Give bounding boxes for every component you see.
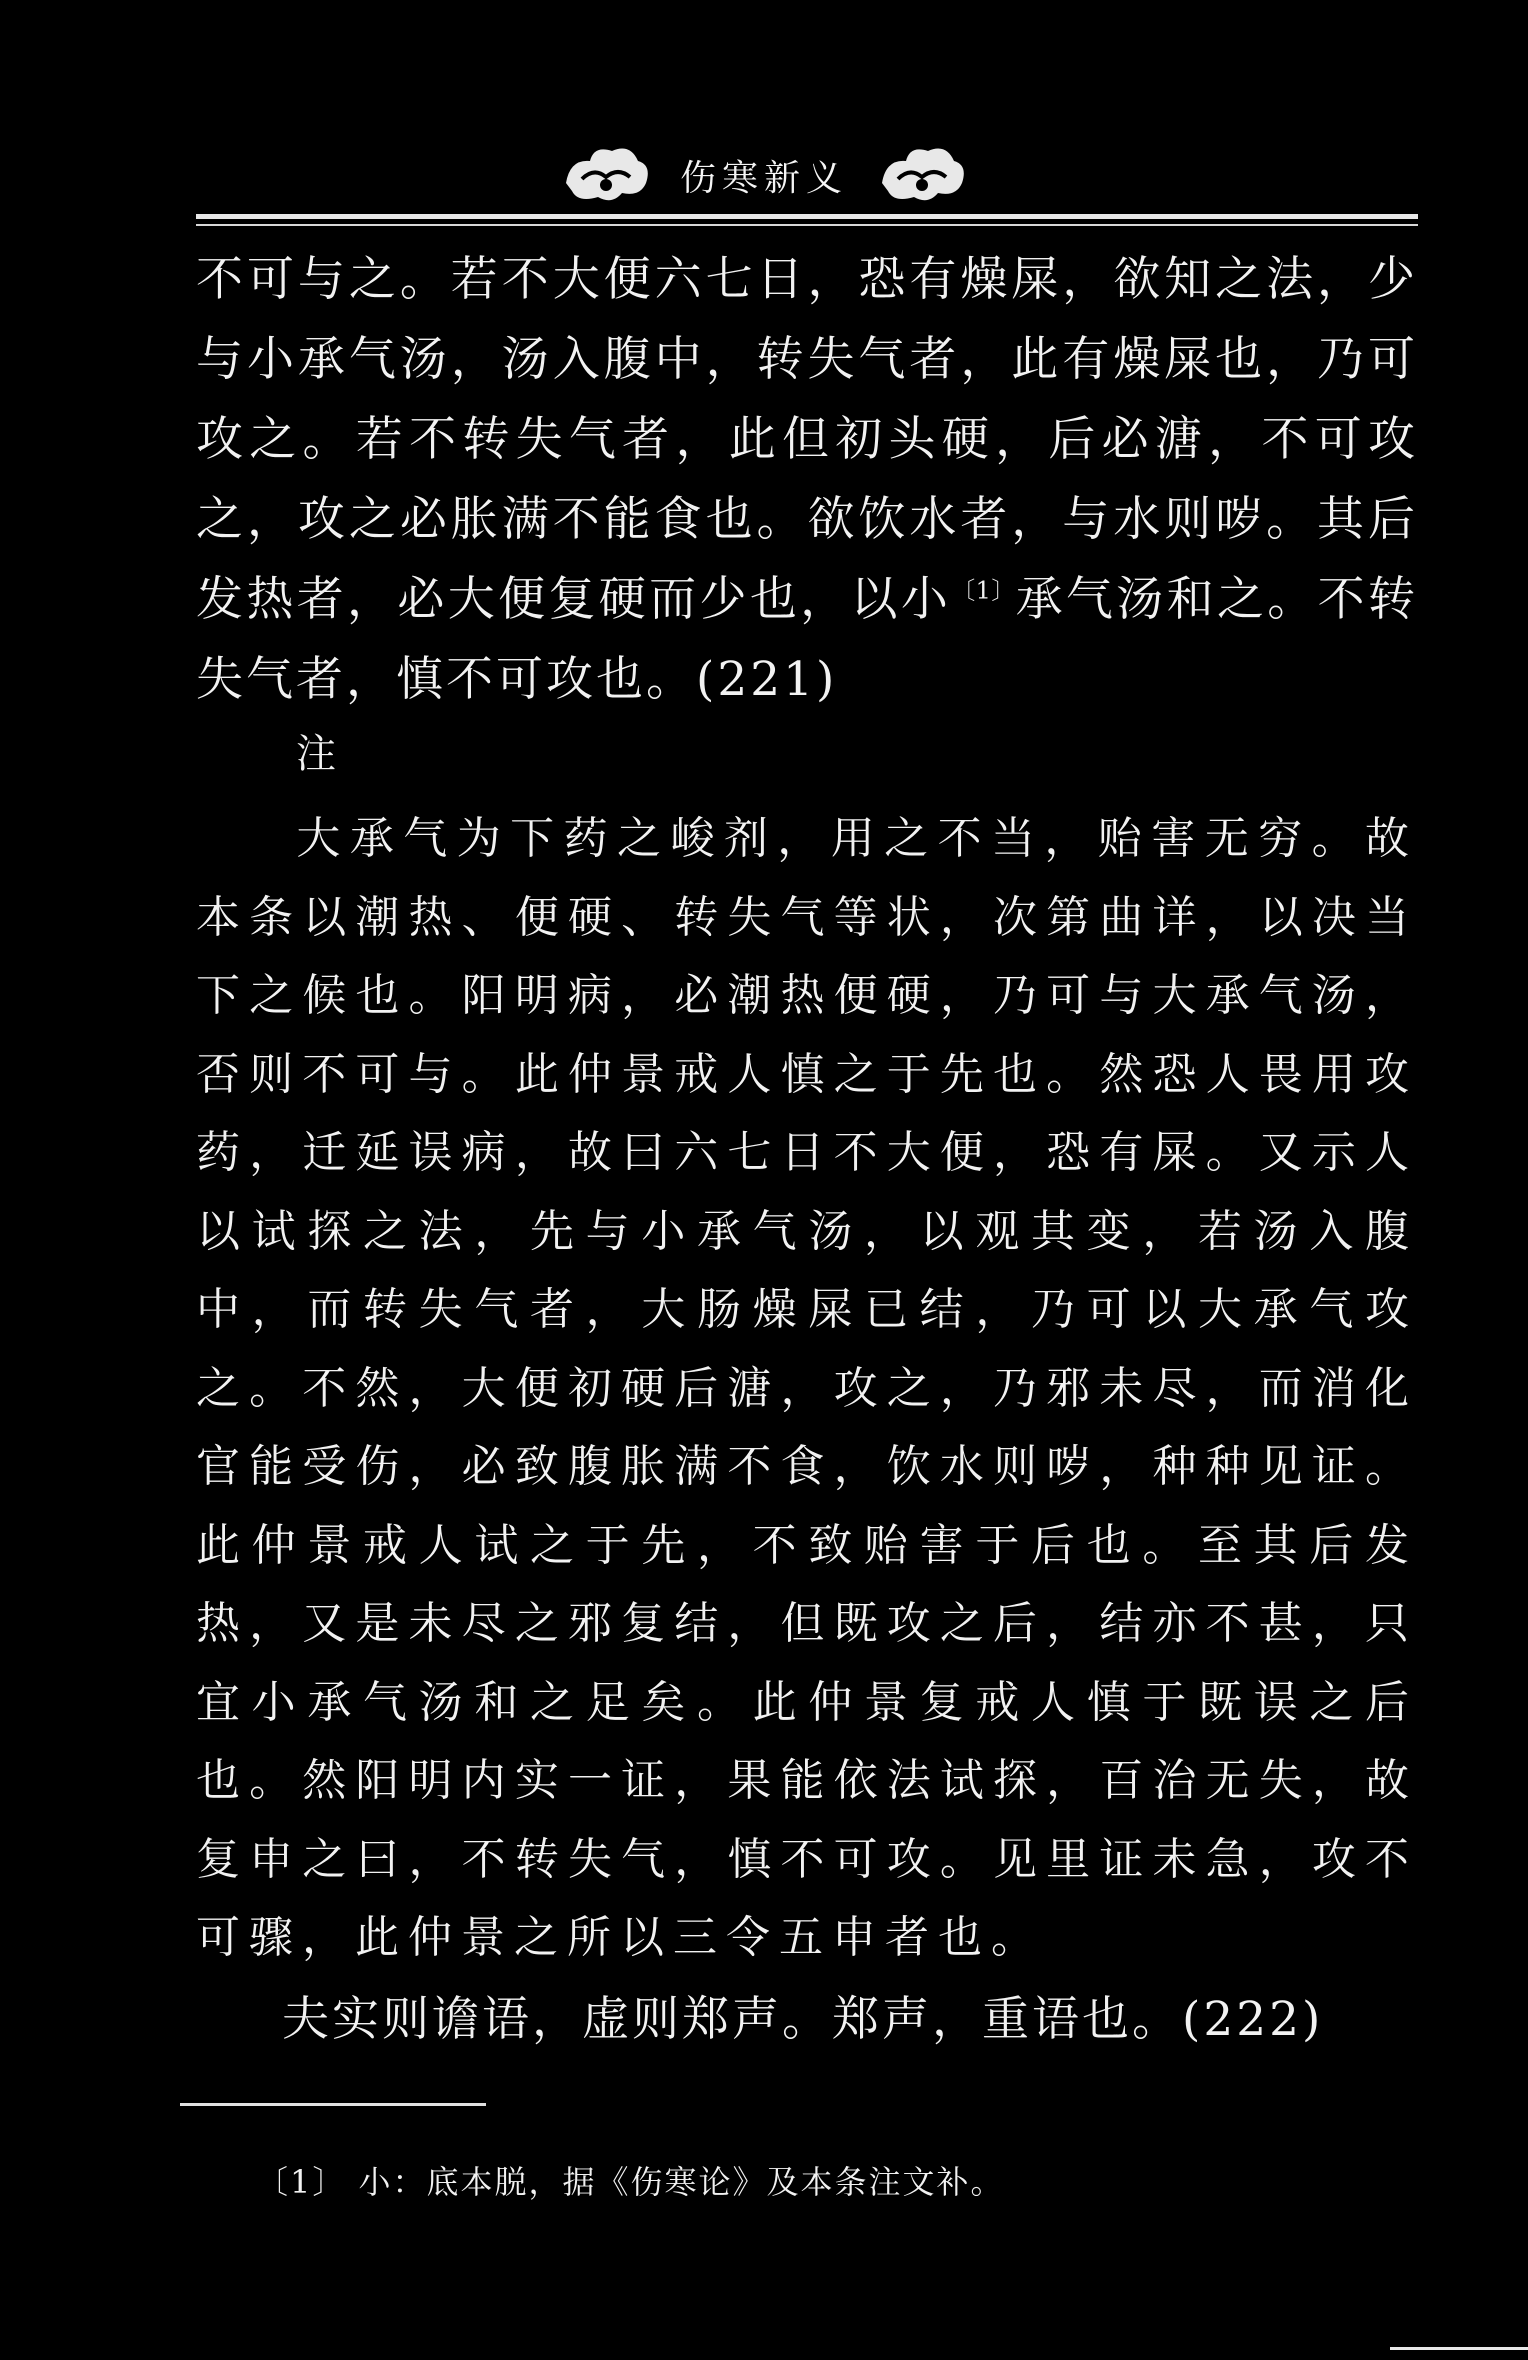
page-header	[0, 130, 1528, 220]
note-label: 注	[296, 731, 336, 777]
page-edge-mark	[1390, 2347, 1528, 2350]
main-clause-text	[196, 240, 1418, 720]
header-rule-thin	[196, 224, 1418, 226]
footnote-text: 〔1〕 小：底本脱，据《伤寒论》及本条注文补。	[256, 2163, 1005, 2201]
running-header-title: 伤寒新义	[679, 157, 848, 199]
right-ornament-icon	[876, 139, 968, 211]
main-text-part-1: 不可与之。若不大便六七日，恐有燥屎，欲知之法，少与小承气汤，汤入腹中，转失气者，此有燥屎也，乃可攻之。若不转失气者，此但初头硬，后必溏，不可攻之，攻之必胀满不能食也。欲饮水者，与水则哕。其后发热者，必大便复硬而少也，以小	[196, 252, 1418, 627]
next-clause-text: 夫实则谵语，虚则郑声。郑声，重语也。(222)	[282, 1992, 1324, 2047]
commentary-paragraph	[196, 800, 1418, 1978]
main-text-part-2: 承气汤和之。不转失气者，慎不可攻也。(221)	[196, 572, 1419, 707]
footnote-reference[interactable]: 〔1〕	[951, 576, 1016, 605]
left-ornament-icon	[560, 139, 652, 211]
footnote-divider	[180, 2103, 486, 2106]
commentary-text: 大承气为下药之峻剂，用之不当，贻害无穷。故本条以潮热、便硬、转失气等状，次第曲详，以决当下之候也。阳明病，必潮热便硬，乃可与大承气汤，否则不可与。此仲景戒人慎之于先也。然恐人畏用攻药，迁延误病，故曰六七日不大便，恐有屎。又示人以试探之法，先与小承气汤，以观其变，若汤入腹中，而转失气者，大肠燥屎已结，乃可以大承气攻之。不然，大便初硬后溏，攻之，乃邪未尽，而消化官能受伤，必致腹胀满不食，饮水则哕，种种见证。此仲景戒人试之于先，不致贻害于后也。至其后发热，又是未尽之邪复结，但既攻之后，结亦不甚，只宜小承气汤和之足矣。此仲景复戒人慎于既误之后也。然阳明内实一证，果能依法试探，百治无失，故复申之曰，不转失气，慎不可攻。见里证未急，攻不可骤，此仲景之所以三令五申者也。	[196, 813, 1418, 1963]
header-rule-thick	[196, 214, 1418, 219]
